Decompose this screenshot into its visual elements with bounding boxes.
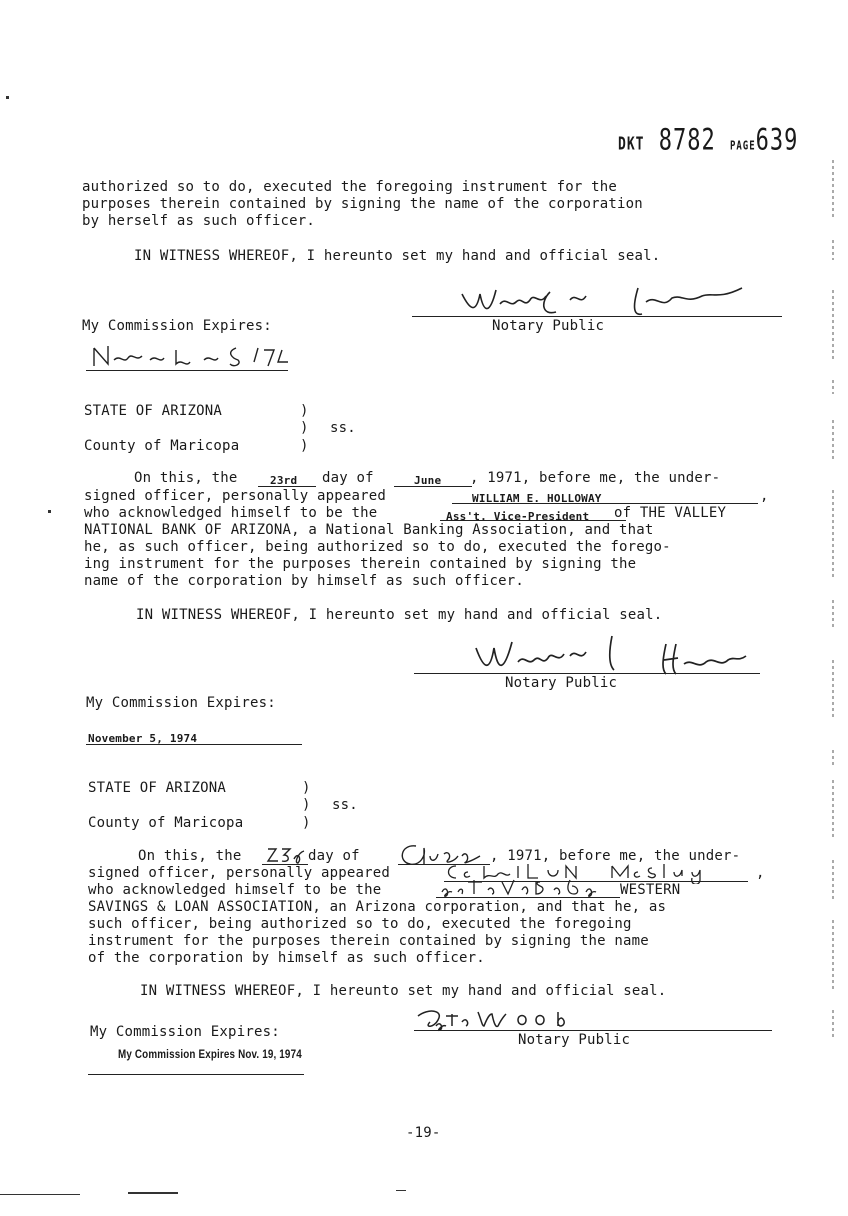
- commission-expires-label: My Commission Expires:: [86, 695, 276, 711]
- paragraph-line: of THE VALLEY: [614, 505, 727, 521]
- scan-speck: [48, 510, 51, 513]
- book-page-stamp: [618, 124, 798, 158]
- person-underline: [452, 503, 758, 504]
- scan-speck: [6, 96, 9, 99]
- title-underline: [436, 897, 620, 898]
- witness-clause: IN WITNESS WHEREOF, I hereunto set my hand and official seal.: [136, 607, 663, 623]
- paragraph-line: ,: [756, 865, 765, 881]
- state-label: STATE OF ARIZONA: [88, 780, 227, 796]
- paragraph-line: WESTERN: [620, 882, 681, 898]
- handwritten-day: [262, 845, 310, 865]
- county-label: County of Maricopa: [84, 438, 240, 454]
- paragraph-line: purposes therein contained by signing the name of the corporation: [82, 196, 643, 212]
- paragraph-line: NATIONAL BANK OF ARIZONA, a National Banking Association, and that: [84, 522, 654, 538]
- notary-signature-line: [414, 1030, 772, 1031]
- paragraph-line: by herself as such officer.: [82, 213, 315, 229]
- notary-signature-line: [414, 673, 760, 674]
- paragraph-line: instrument for the purposes therein contained by signing the name: [88, 933, 649, 949]
- paragraph-line: day of: [322, 470, 374, 486]
- month-field: June: [414, 474, 442, 487]
- commission-date-line: [86, 370, 288, 371]
- scan-edge-marks: [832, 160, 834, 1060]
- notary-public-label: Notary Public: [492, 318, 605, 334]
- paragraph-line: On this, the: [138, 848, 242, 864]
- bracket: ): [300, 438, 309, 454]
- commission-expires-label: My Commission Expires:: [90, 1024, 280, 1040]
- paragraph-line: day of: [308, 848, 360, 864]
- dkt-label: DKT: [618, 134, 645, 156]
- title-underline: [440, 520, 626, 521]
- witness-clause: IN WITNESS WHEREOF, I hereunto set my hand and official seal.: [134, 248, 661, 264]
- book-number: 8782: [658, 124, 716, 158]
- page-number: -19-: [406, 1125, 441, 1141]
- person-field: WILLIAM E. HOLLOWAY: [472, 492, 602, 505]
- notary-signature-line: [412, 316, 782, 317]
- title-field: Ass't. Vice-President: [446, 510, 590, 523]
- page-label: PAGE: [729, 140, 756, 154]
- commission-expires-label: My Commission Expires:: [82, 318, 272, 334]
- commission-date-line: [86, 744, 302, 745]
- paragraph-line: of the corporation by himself as such officer.: [88, 950, 485, 966]
- paragraph-line: ,: [760, 488, 769, 504]
- commission-date-stamp: My Commission Expires Nov. 19, 1974: [118, 1047, 302, 1061]
- day-field: 23rd: [270, 474, 298, 487]
- paragraph-line: signed officer, personally appeared: [88, 865, 391, 881]
- month-underline: [394, 486, 472, 487]
- stamp-page-number: 639: [755, 124, 799, 158]
- paragraph-line: SAVINGS & LOAN ASSOCIATION, an Arizona corporation, and that he, as: [88, 899, 667, 915]
- scan-speck: [396, 1190, 406, 1191]
- bracket: ): [300, 420, 309, 436]
- scan-speck: [0, 1194, 80, 1195]
- paragraph-line: who acknowledged himself to be the: [88, 882, 382, 898]
- ss-label: ss.: [332, 797, 358, 813]
- notary-public-label: Notary Public: [518, 1032, 631, 1048]
- scan-speck: [128, 1192, 178, 1194]
- paragraph-line: signed officer, personally appeared: [84, 488, 387, 504]
- handwritten-commission-date: [86, 342, 306, 372]
- paragraph-line: On this, the: [134, 470, 238, 486]
- bracket: ): [302, 815, 311, 831]
- day-underline: [258, 486, 316, 487]
- paragraph-line: , 1971, before me, the under-: [490, 848, 741, 864]
- paragraph-line: authorized so to do, executed the foregoing instrument for the: [82, 179, 617, 195]
- state-label: STATE OF ARIZONA: [84, 403, 223, 419]
- paragraph-line: such officer, being authorized so to do, executed the foregoing: [88, 916, 632, 932]
- paragraph-line: , 1971, before me, the under-: [470, 470, 721, 486]
- witness-clause: IN WITNESS WHEREOF, I hereunto set my hand and official seal.: [140, 983, 667, 999]
- paragraph-line: he, as such officer, being authorized so to do, executed the forego-: [84, 539, 671, 555]
- paragraph-line: ing instrument for the purposes therein contained by signing the: [84, 556, 637, 572]
- commission-date: November 5, 1974: [88, 732, 198, 745]
- bracket: ): [302, 797, 311, 813]
- county-label: County of Maricopa: [88, 815, 244, 831]
- bracket: ): [300, 403, 309, 419]
- paragraph-line: who acknowledged himself to be the: [84, 505, 378, 521]
- commission-date-line: [88, 1074, 304, 1075]
- bracket: ): [302, 780, 311, 796]
- paragraph-line: name of the corporation by himself as such officer.: [84, 573, 525, 589]
- notary-public-label: Notary Public: [505, 675, 618, 691]
- ss-label: ss.: [330, 420, 356, 436]
